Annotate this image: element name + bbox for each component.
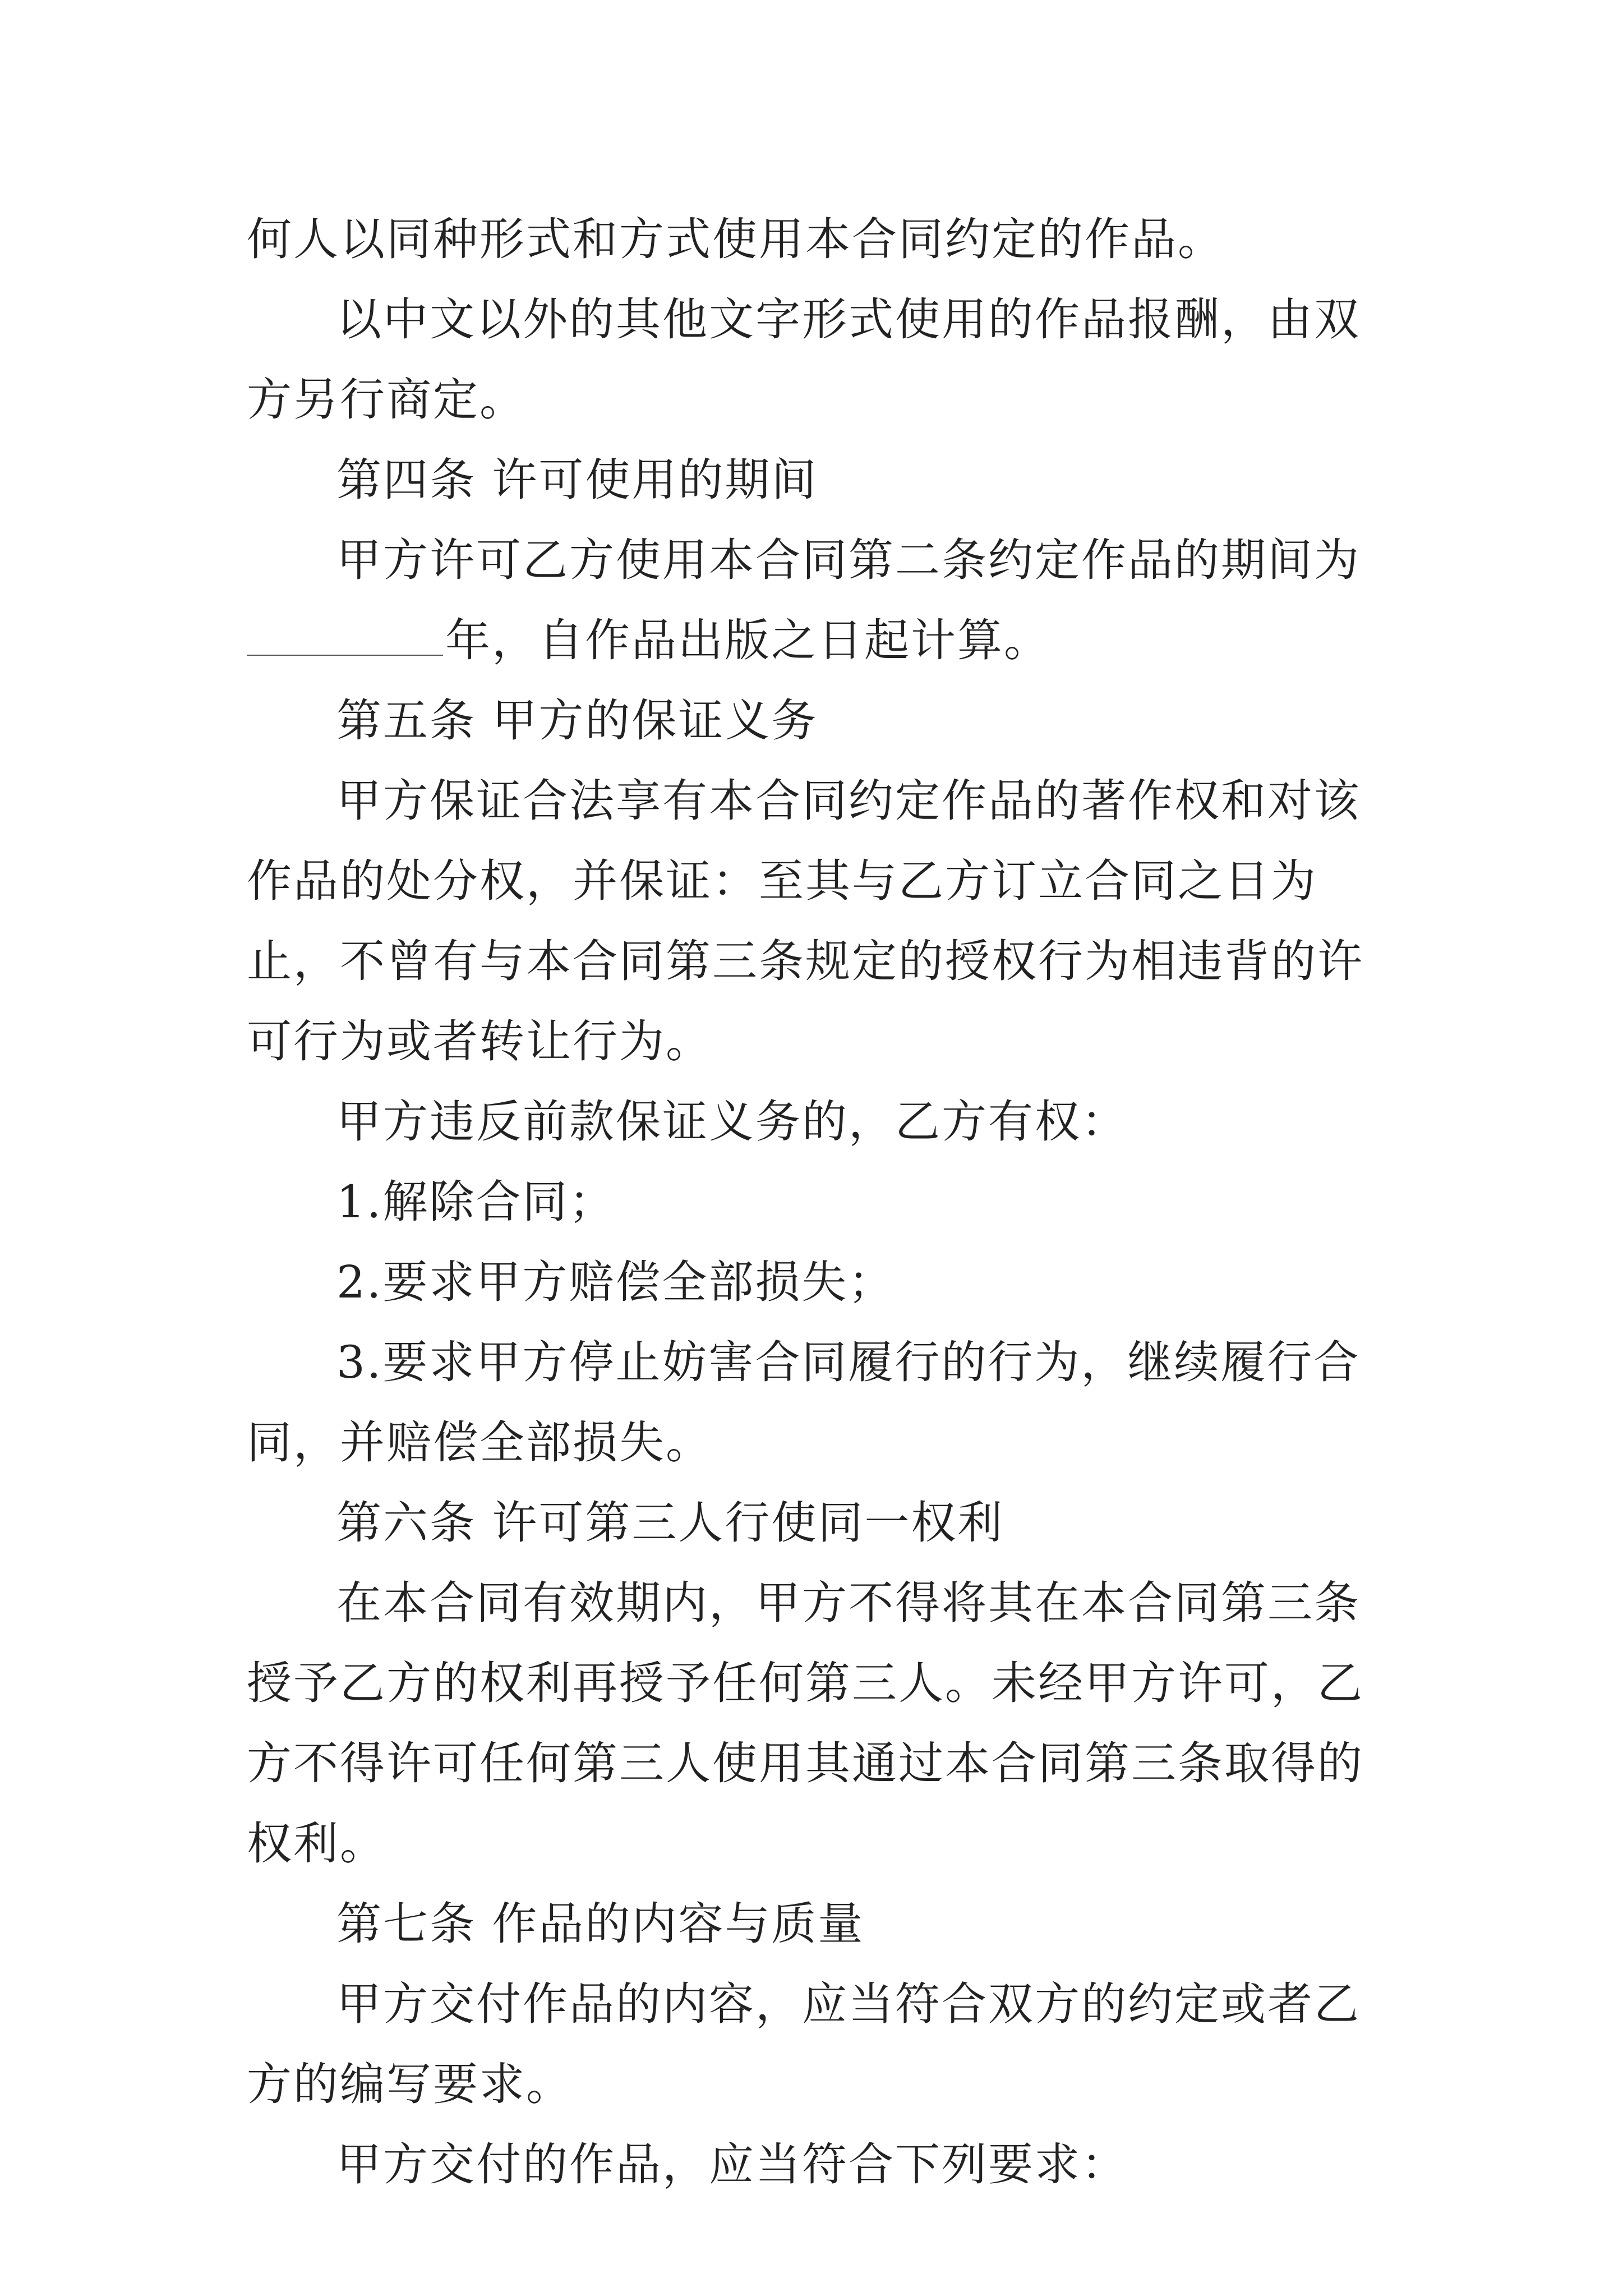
paragraph-warranty: 甲方保证合法享有本合同约定作品的著作权和对该作品的处分权，并保证：至其与乙方订立合同之日为止，不曾有与本合同第三条规定的授权行为相违背的许可行为或者转让行为。 xyxy=(247,775,1364,1068)
document-body xyxy=(247,199,1385,2205)
fill-in-blank-years xyxy=(247,655,443,656)
article-5-heading: 第五条 甲方的保证义务 xyxy=(336,694,818,747)
paragraph-third-party: 在本合同有效期内，甲方不得将其在本合同第三条授予乙方的权利再授予任何第三人。未经甲方许可，乙方不得许可任何第三人使用其通过本合同第三条取得的权利。 xyxy=(247,1577,1364,1870)
article-4-heading: 第四条 许可使用的期间 xyxy=(336,454,818,506)
paragraph-breach-rights: 甲方违反前款保证义务的，乙方有权： xyxy=(336,1096,1128,1148)
list-item-1: 1.解除合同； xyxy=(336,1176,616,1228)
paragraph-delivery-requirements: 甲方交付的作品，应当符合下列要求： xyxy=(336,2138,1128,2191)
paragraph-license-period: 甲方许可乙方使用本合同第二条约定作品的期间为 xyxy=(336,534,1361,586)
list-item-3: 3.要求甲方停止妨害合同履行的行为，继续履行合同，并赔偿全部损失。 xyxy=(247,1336,1361,1469)
license-period-years-text: 年，自作品出版之日起计算。 xyxy=(445,614,1050,666)
paragraph-continuation: 何人以同种形式和方式使用本合同约定的作品。 xyxy=(247,213,1224,265)
paragraph-other-language-fee: 以中文以外的其他文字形式使用的作品报酬，由双方另行商定。 xyxy=(247,293,1361,426)
paragraph-content-requirements: 甲方交付作品的内容，应当符合双方的约定或者乙方的编写要求。 xyxy=(247,1978,1361,2110)
article-7-heading: 第七条 作品的内容与质量 xyxy=(336,1898,865,1950)
paragraph-license-period-years xyxy=(247,600,1385,680)
list-item-2: 2.要求甲方赔偿全部损失； xyxy=(336,1256,895,1308)
article-6-heading: 第六条 许可第三人行使同一权利 xyxy=(336,1497,1004,1549)
